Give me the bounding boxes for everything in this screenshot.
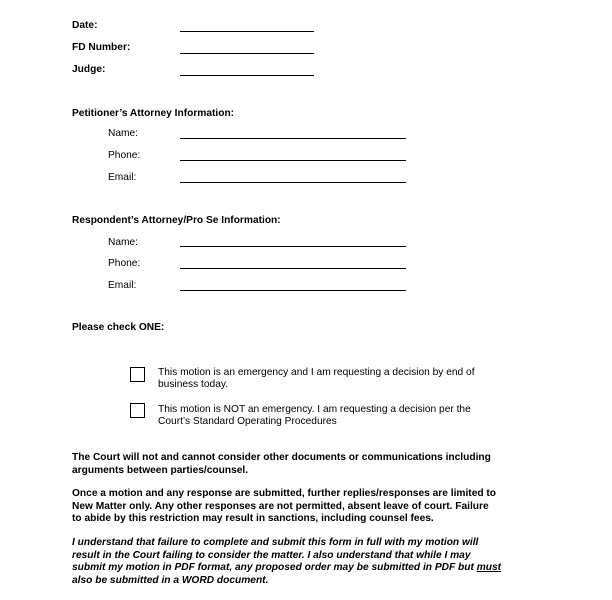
respondent-name-field[interactable] (180, 246, 406, 247)
petitioner-email-label: Email: (108, 172, 137, 183)
respondent-email-field[interactable] (180, 290, 406, 291)
notice-paragraph-3 (72, 537, 542, 587)
fd-number-field[interactable] (180, 53, 314, 54)
notice-3-line-2: result in the Court failing to consider the matter. I also understand that while I may (72, 549, 471, 561)
respondent-phone-field[interactable] (180, 268, 406, 269)
non-emergency-option-line2: Court’s Standard Operating Procedures (158, 416, 337, 427)
petitioner-phone-label: Phone: (108, 150, 141, 161)
notice-1-line-1: The Court will not and cannot consider other documents or communications including (72, 452, 491, 463)
emergency-checkbox[interactable] (130, 367, 145, 382)
notice-2-line-2: New Matter only. Any other responses are not permitted, absent leave of court. Failure (72, 500, 489, 512)
respondent-email-label: Email: (108, 280, 137, 291)
emergency-option-text (158, 367, 528, 391)
notice-2-line-3: to abide by this restriction may result in sanctions, including counsel fees. (72, 513, 434, 524)
emergency-option-line1: This motion is an emergency and I am requesting a decision by end of (158, 367, 475, 378)
respondent-name-label: Name: (108, 237, 139, 248)
non-emergency-checkbox[interactable] (130, 403, 145, 418)
non-emergency-option-text (158, 404, 528, 428)
date-field[interactable] (180, 31, 314, 32)
notice-3-line-1: I understand that failure to complete and submit this form in full with my motion will (72, 537, 479, 548)
check-one-heading: Please check ONE: (72, 322, 165, 333)
notice-3-line-3 (72, 562, 542, 575)
notice-3-line-3-text: submit my motion in PDF format, any proposed order may be submitted in PDF but (72, 562, 477, 573)
fd-number-label: FD Number: (72, 42, 131, 53)
notice-3-line-4: also be submitted in a WORD document. (72, 574, 269, 586)
notice-2-line-1: Once a motion and any response are submitted, further replies/responses are limited to (72, 488, 497, 499)
notice-1-line-2: arguments between parties/counsel. (72, 464, 249, 476)
judge-field[interactable] (180, 75, 314, 76)
respondent-phone-label: Phone: (108, 258, 141, 269)
petitioner-name-field[interactable] (180, 138, 406, 139)
petitioner-heading: Petitioner’s Attorney Information: (72, 108, 235, 119)
respondent-heading: Respondent’s Attorney/Pro Se Information: (72, 215, 281, 226)
non-emergency-option-line1: This motion is NOT an emergency. I am requesting a decision per the (158, 404, 471, 415)
date-label: Date: (72, 20, 98, 31)
judge-label: Judge: (72, 64, 106, 75)
emergency-option-line2: business today. (158, 379, 229, 390)
petitioner-name-label: Name: (108, 128, 139, 139)
must-emphasis: must (476, 562, 502, 573)
notice-paragraph-1 (72, 452, 542, 477)
petitioner-phone-field[interactable] (180, 160, 406, 161)
notice-paragraph-2 (72, 488, 542, 526)
petitioner-email-field[interactable] (180, 182, 406, 183)
